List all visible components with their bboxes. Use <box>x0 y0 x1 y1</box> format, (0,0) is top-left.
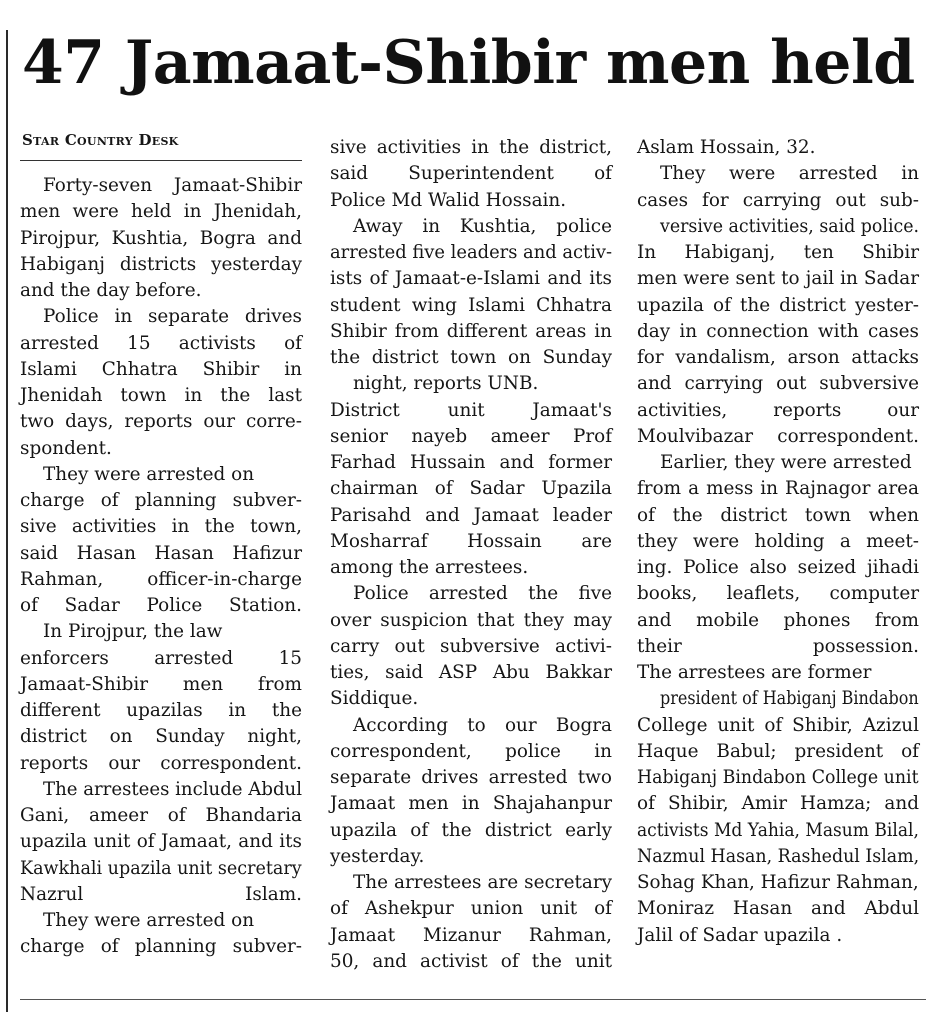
article-line: reports our correspondent. <box>20 752 302 774</box>
article-line: Jamaat Mizanur Rahman, <box>330 924 612 946</box>
article-line: men were held in Jhenidah, <box>20 201 302 223</box>
article-line: chairman of Sadar Upazila <box>330 478 612 500</box>
article-line: In Pirojpur, the law <box>43 621 223 643</box>
article-line: College unit of Shibir, Azizul <box>637 714 919 736</box>
headline: 47 Jamaat-Shibir men held <box>22 28 915 98</box>
article-line: Jhenidah town in the last <box>20 385 302 406</box>
article-line: Shibir from different areas in <box>330 320 612 342</box>
article-line: sive activities in the town, <box>20 516 302 538</box>
article-line: carry out subversive activi- <box>330 635 612 657</box>
article-line: Nazmul Hasan, Rashedul Islam, <box>637 845 920 867</box>
article-line: two days, reports our corre- <box>20 411 302 433</box>
article-line: Mosharraf Hossain are <box>330 530 612 552</box>
article-line: books, leaflets, computer <box>637 583 919 605</box>
article-line: versive activities, said police. <box>660 215 920 237</box>
article-line: Pirojpur, Kushtia, Bogra and <box>20 227 302 249</box>
article-line: activities, reports our <box>637 399 919 421</box>
article-line: upazila of the district yester- <box>637 294 919 316</box>
article-line: They were arrested in <box>660 163 919 185</box>
article-line: activists Md Yahia, Masum Bilal, <box>637 819 919 841</box>
article-line: the district town on Sunday <box>330 347 612 368</box>
article-line: Parisahd and Jamaat leader <box>330 504 612 526</box>
article-line: Farhad Hussain and former <box>330 452 612 473</box>
article-line: Haque Babul; president of <box>637 740 919 762</box>
article-line: day in connection with cases <box>637 320 919 342</box>
article-line: of the district town when <box>637 504 919 526</box>
article-line: district on Sunday night, <box>20 726 302 748</box>
article-line: said Hasan Hasan Hafizur <box>20 542 302 564</box>
article-line: The arrestees are secretary <box>353 872 612 893</box>
article-line: different upazilas in the <box>20 700 302 721</box>
article-line: Moniraz Hasan and Abdul <box>637 898 919 920</box>
article-line: Moulvibazar correspondent. <box>637 425 919 447</box>
article-line: Jalil of Sadar upazila . <box>637 924 843 946</box>
article-line: spondent. <box>20 437 112 459</box>
byline-rule <box>20 160 302 161</box>
article-line: They were arrested on <box>43 463 255 485</box>
article-line: Kawkhali upazila unit secretary <box>20 857 302 879</box>
article-line: According to our Bogra <box>353 714 612 736</box>
bottom-rule <box>20 999 926 1000</box>
article-line: Sohag Khan, Hafizur Rahman, <box>637 872 919 893</box>
article-line: Nazrul Islam. <box>20 883 302 905</box>
article-line: Jamaat men in Shajahanpur <box>330 793 612 815</box>
article-line: Rahman, officer-in-charge <box>20 568 302 590</box>
article-line: They were arrested on <box>43 910 255 931</box>
article-line: arrested 15 activists of <box>20 332 302 354</box>
article-line: men were sent to jail in Sadar <box>637 268 919 290</box>
article-line: The arrestees are former <box>637 662 872 683</box>
article-line: separate drives arrested two <box>330 767 612 788</box>
article-line: Away in Kushtia, police <box>353 215 612 237</box>
article-line: Habiganj Bindabon College unit <box>637 767 919 788</box>
article-line: and the day before. <box>20 280 202 301</box>
article-line: of Shibir, Amir Hamza; and <box>637 793 919 815</box>
article-line: upazila unit of Jamaat, and its <box>20 831 302 853</box>
article-line: from a mess in Rajnagor area <box>637 478 919 500</box>
article-line: and mobile phones from <box>637 609 919 631</box>
article-line: their possession. <box>637 635 919 657</box>
article-line: charge of planning subver- <box>20 936 302 958</box>
article-line: Gani, ameer of Bhandaria <box>20 805 302 826</box>
article-line: president of Habiganj Bindabon <box>660 688 919 710</box>
article-line: Habiganj districts yesterday <box>20 253 302 275</box>
article-line: Police arrested the five <box>353 583 612 605</box>
article-line: ists of Jamaat-e-Islami and its <box>330 268 612 290</box>
article-line: cases for carrying out sub- <box>637 189 919 211</box>
article-line: said Superintendent of <box>330 163 612 185</box>
article-line: student wing Islami Chhatra <box>330 294 612 316</box>
article-line: ing. Police also seized jihadi <box>637 557 919 578</box>
article-line: over suspicion that they may <box>330 609 612 631</box>
article-line: enforcers arrested 15 <box>20 647 302 669</box>
article-line: correspondent, police in <box>330 740 612 762</box>
article-line: of Ashekpur union unit of <box>330 898 612 920</box>
article-line: 50, and activist of the unit <box>330 950 612 972</box>
byline: Star Country Desk <box>22 131 179 149</box>
article-line: ties, said ASP Abu Bakkar <box>330 662 612 683</box>
article-line: Earlier, they were arrested <box>660 452 912 473</box>
article-line: In Habiganj, ten Shibir <box>637 242 919 263</box>
article-line: charge of planning subver- <box>20 490 302 511</box>
article-line: upazila of the district early <box>330 819 612 841</box>
article-line: Police Md Walid Hossain. <box>330 189 567 211</box>
article-line: and carrying out subversive <box>637 373 919 395</box>
article-line: Police in separate drives <box>43 306 302 328</box>
article-line: sive activities in the district, <box>330 137 612 158</box>
article-line: for vandalism, arson attacks <box>637 347 919 368</box>
article-line: among the arrestees. <box>330 557 529 578</box>
article-line: Jamaat-Shibir men from <box>20 673 302 695</box>
article-line: night, reports UNB. <box>353 373 539 395</box>
article-line: The arrestees include Abdul <box>43 778 303 800</box>
article-line: they were holding a meet- <box>637 530 919 552</box>
article-line: Aslam Hossain, 32. <box>637 137 816 158</box>
left-column-rule <box>6 30 8 1012</box>
article-line: District unit Jamaat's <box>330 399 612 421</box>
article-line: Forty-seven Jamaat-Shibir <box>43 175 302 196</box>
article-line: yesterday. <box>330 845 425 867</box>
article-line: of Sadar Police Station. <box>20 595 302 616</box>
article-line: senior nayeb ameer Prof <box>330 425 612 447</box>
article-line: arrested five leaders and activ- <box>330 242 613 263</box>
article-line: Islami Chhatra Shibir in <box>20 358 302 380</box>
article-line: Siddique. <box>330 688 419 710</box>
